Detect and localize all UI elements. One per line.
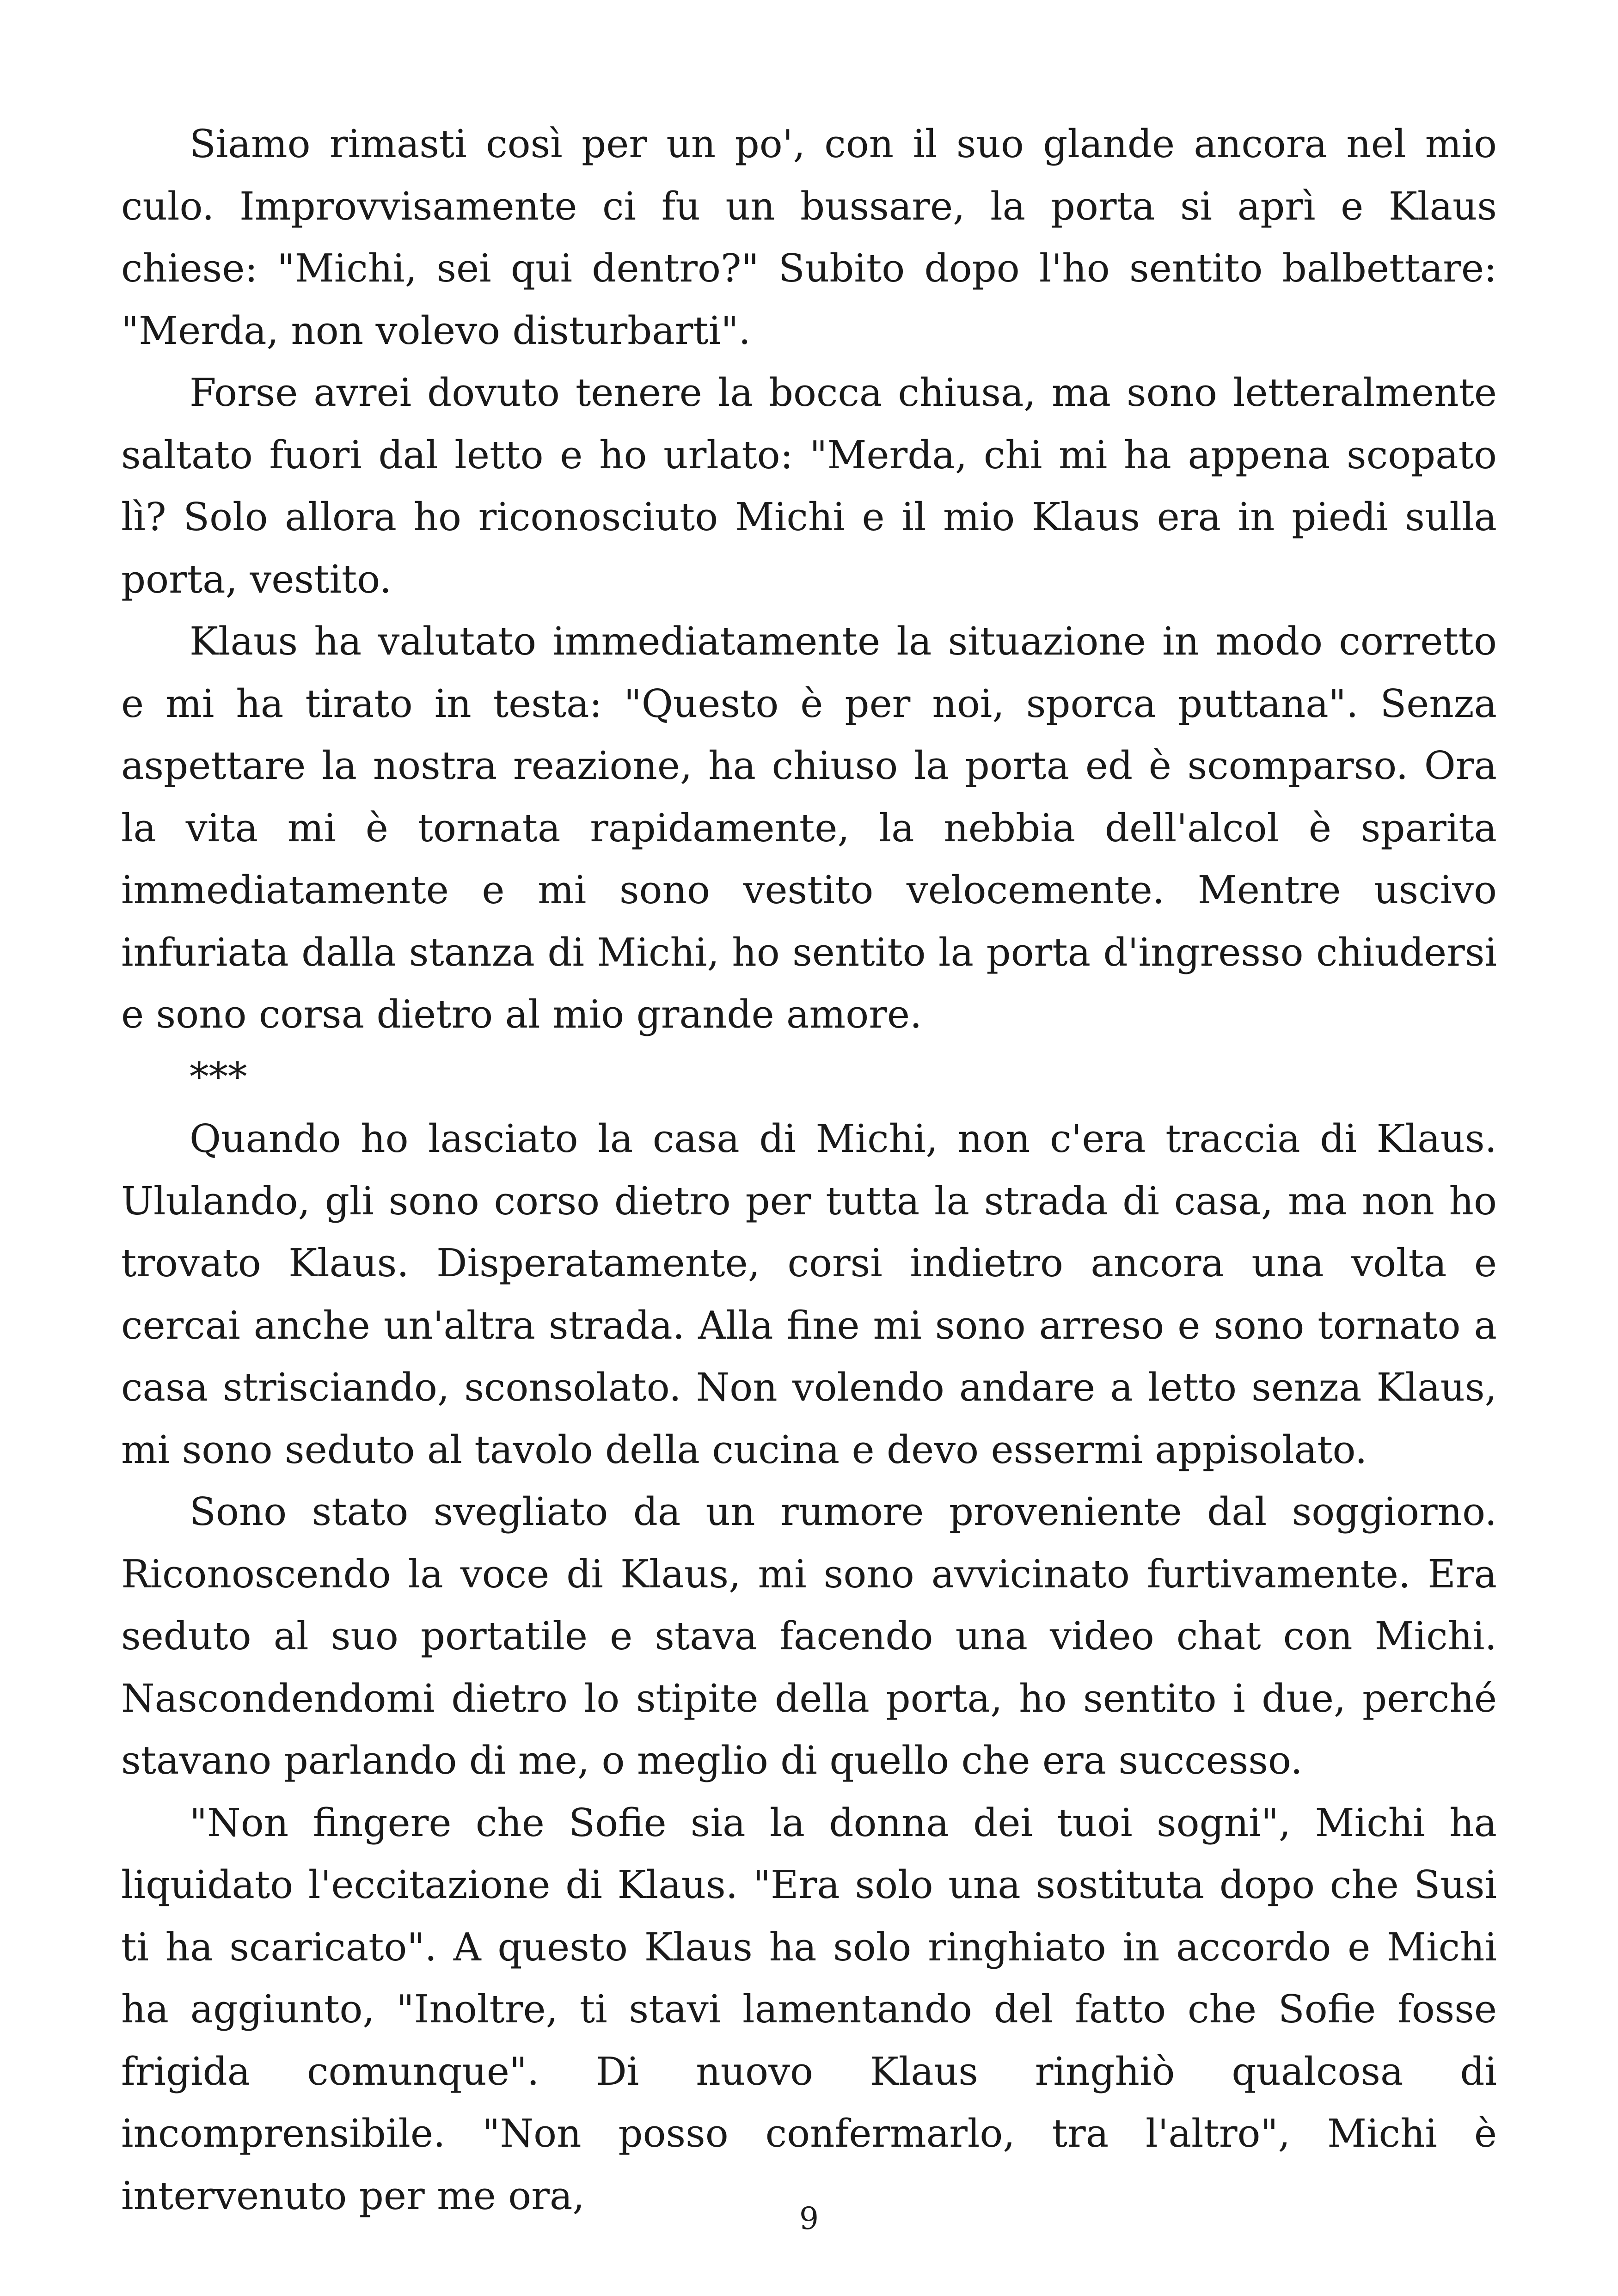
paragraph: Quando ho lasciato la casa di Michi, non c'era traccia di Klaus. Ululando, gli sono corso dietro per tutta la strada di casa, ma non ho trovato Klaus. Disperatamente, corsi indietro ancora una volta e cercai anche un'altra strada. Alla fine mi sono arreso e sono tornato a casa strisciando, sconsolato. Non volendo andare a letto senza Klaus, mi sono seduto al tavolo della cucina e devo essermi appisolato. xyxy=(121,1116,1497,1472)
paragraph: Klaus ha valutato immediatamente la situazione in modo corretto e mi ha tirato in testa: "Questo è per noi, sporca puttana". Senza aspettare la nostra reazione, ha chiuso la porta ed è scomparso. Ora la vita mi è tornata rapidamente, la nebbia dell'alcol è sparita immediatamente e mi sono vestito velocemente. Mentre uscivo infuriata dalla stanza di Michi, ho sentito la porta d'ingresso chiudersi e sono corsa dietro al mio grande amore. xyxy=(121,619,1497,1037)
paragraph: "Non fingere che Sofie sia la donna dei tuoi sogni", Michi ha liquidato l'eccitazione di Klaus. "Era solo una sostituta dopo che Susi ti ha scaricato". A questo Klaus ha solo ringhiato in accordo e Michi ha aggiunto, "Inoltre, ti stavi lamentando del fatto che Sofie fosse frigida comunque". Di nuovo Klaus ringhiò qualcosa di incomprensibile. "Non posso confermarlo, tra l'altro", Michi è intervenuto per me ora, xyxy=(121,1800,1497,2218)
paragraph: Sono stato svegliato da un rumore proveniente dal soggiorno. Riconoscendo la voce di Klaus, mi sono avvicinato furtivamente. Era seduto al suo portatile e stava facendo una video chat con Michi. Nascondendomi dietro lo stipite della porta, ho sentito i due, perché stavano parlando di me, o meglio di quello che era successo. xyxy=(121,1489,1497,1783)
section-separator: *** xyxy=(190,1054,247,1099)
body-text xyxy=(121,113,1497,2227)
page-number: 9 xyxy=(799,2201,819,2236)
paragraph: Siamo rimasti così per un po', con il suo glande ancora nel mio culo. Improvvisamente ci fu un bussare, la porta si aprì e Klaus chiese: "Michi, sei qui dentro?" Subito dopo l'ho sentito balbettare: "Merda, non volevo disturbarti". xyxy=(121,122,1497,353)
paragraph: Forse avrei dovuto tenere la bocca chiusa, ma sono letteralmente saltato fuori dal letto e ho urlato: "Merda, chi mi ha appena scopato lì? Solo allora ho riconosciuto Michi e il mio Klaus era in piedi sulla porta, vestito. xyxy=(121,370,1497,602)
